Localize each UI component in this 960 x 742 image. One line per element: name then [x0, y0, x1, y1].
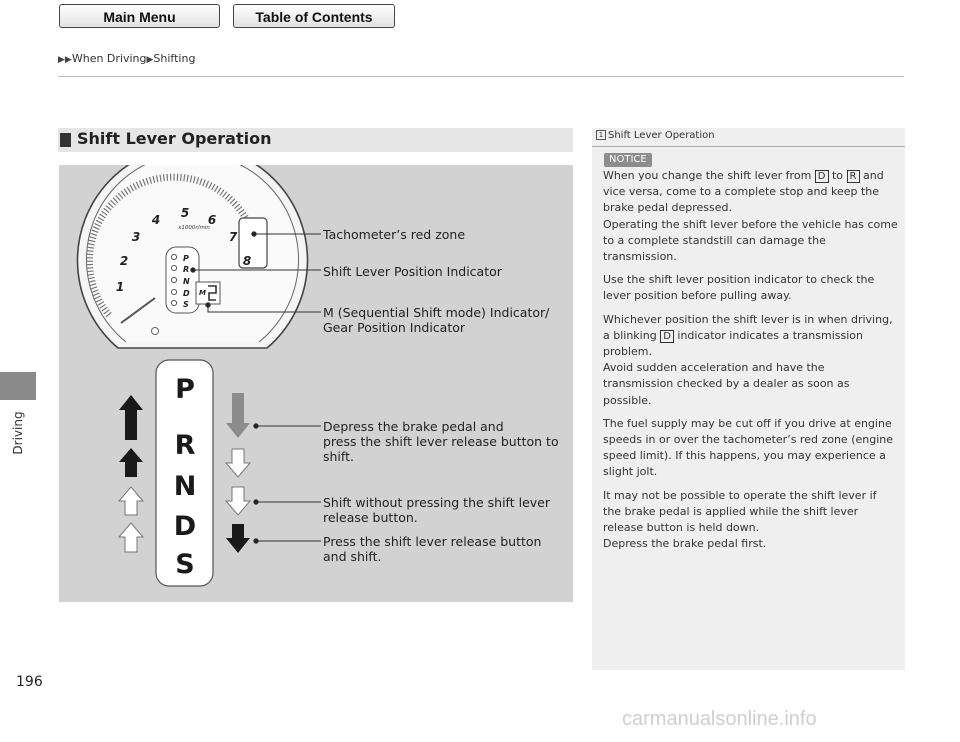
indicator-letter-n: N [183, 277, 190, 286]
down-arrow-outline-icon [226, 487, 250, 515]
tach-number-2: 2 [119, 254, 129, 268]
note-title [596, 130, 715, 141]
up-arrow-icon [119, 395, 143, 440]
shift-lever-figure [59, 165, 573, 602]
tach-number-5: 5 [180, 206, 190, 220]
key-d-icon: D [660, 330, 674, 343]
notice-badge: NOTICE [604, 153, 652, 167]
breadcrumb [58, 52, 195, 65]
tach-number-6: 6 [207, 213, 217, 227]
indicator-letter-s: S [183, 300, 189, 309]
note-para-shift-change: When you change the shift lever from D to R and vice versa, come to a complete stop and keep the brake pedal depressed. [603, 169, 884, 215]
gate-letter-s: S [175, 549, 195, 580]
note-para-blinking: Whichever position the shift lever is in when driving, a blinking D indicator indicates a transmission problem. [603, 312, 893, 359]
key-r-icon: R [847, 170, 860, 183]
down-arrow-outline-icon [226, 449, 250, 477]
watermark: carmanualsonline.info [622, 708, 817, 730]
down-arrow-icon [226, 524, 250, 553]
note-para-damage: Operating the shift lever before the vehicle has come to a complete standstill can damage the transmission. [603, 217, 898, 264]
tach-unit: x1000r/min [178, 225, 210, 231]
indicator-letter-p: P [183, 254, 189, 263]
tach-number-3: 3 [131, 230, 141, 244]
note-para-indicator: Use the shift lever position indicator to check the lever position before pulling away. [603, 273, 875, 303]
up-arrow-icon [119, 448, 143, 477]
section-title: Shift Lever Operation [77, 129, 272, 148]
side-tab-label: Driving [11, 411, 25, 455]
tach-number-8: 8 [242, 254, 252, 268]
tach-number-7: 7 [228, 230, 238, 244]
gate-letter-d: D [173, 511, 197, 542]
callout-depress-brake: Depress the brake pedal and press the shift lever release button to shift. [323, 419, 559, 464]
callout-shift-without: Shift without pressing the shift lever release button. [323, 495, 551, 525]
table-of-contents-button[interactable]: Table of Contents [233, 4, 395, 28]
callout-press-release: Press the shift lever release button and shift. [323, 534, 542, 564]
gate-letter-r: R [174, 430, 196, 461]
side-tab-marker [0, 372, 36, 400]
page-number: 196 [16, 674, 43, 690]
main-menu-button[interactable]: Main Menu [59, 4, 220, 28]
key-d-icon: D [815, 170, 829, 183]
down-arrow-gray-icon [226, 393, 250, 438]
note-divider [592, 146, 905, 147]
breadcrumb-item-shifting[interactable]: Shifting [153, 52, 196, 65]
tach-number-1: 1 [115, 280, 125, 294]
tach-number-4: 4 [151, 213, 161, 227]
breadcrumb-item-when-driving[interactable]: When Driving [71, 52, 147, 65]
note-panel [592, 128, 905, 670]
indicator-letter-r: R [183, 265, 190, 274]
note-title-text: Shift Lever Operation [608, 130, 715, 141]
gauge-knob [152, 328, 159, 335]
up-arrow-outline-icon [119, 487, 143, 515]
side-tab [0, 403, 36, 463]
gate-letter-p: P [175, 374, 195, 405]
gate-letter-n: N [173, 471, 197, 502]
note-para-acceleration: Avoid sudden acceleration and have the transmission checked by a dealer as soon as possible. [603, 361, 850, 407]
up-arrow-outline-icon [119, 523, 143, 552]
m-indicator: M [199, 289, 206, 297]
callout-m-indicator: M (Sequential Shift mode) Indicator/ Gear Position Indicator [323, 305, 550, 335]
header-divider [58, 76, 904, 77]
note-reference-icon: 1 [596, 130, 606, 140]
note-body [603, 168, 898, 552]
note-para-brake-first: Depress the brake pedal first. [603, 537, 767, 551]
callout-position-indicator: Shift Lever Position Indicator [323, 264, 502, 279]
indicator-letter-d: D [183, 289, 190, 298]
note-para-fuel-cut: The fuel supply may be cut off if you drive at engine speeds in or over the tachometer’s red zone (engine speed limit). If this happens, you may experience a slight jolt. [603, 416, 893, 479]
breadcrumb-arrow-icon: ▶▶ [58, 55, 72, 65]
section-heading [58, 128, 573, 152]
section-square-icon [60, 133, 71, 147]
callout-red-zone: Tachometer’s red zone [323, 227, 466, 242]
note-para-release-button: It may not be possible to operate the shift lever if the brake pedal is applied while the shift lever release button is held down. [603, 488, 877, 535]
breadcrumb-arrow-icon: ▶ [146, 55, 154, 65]
